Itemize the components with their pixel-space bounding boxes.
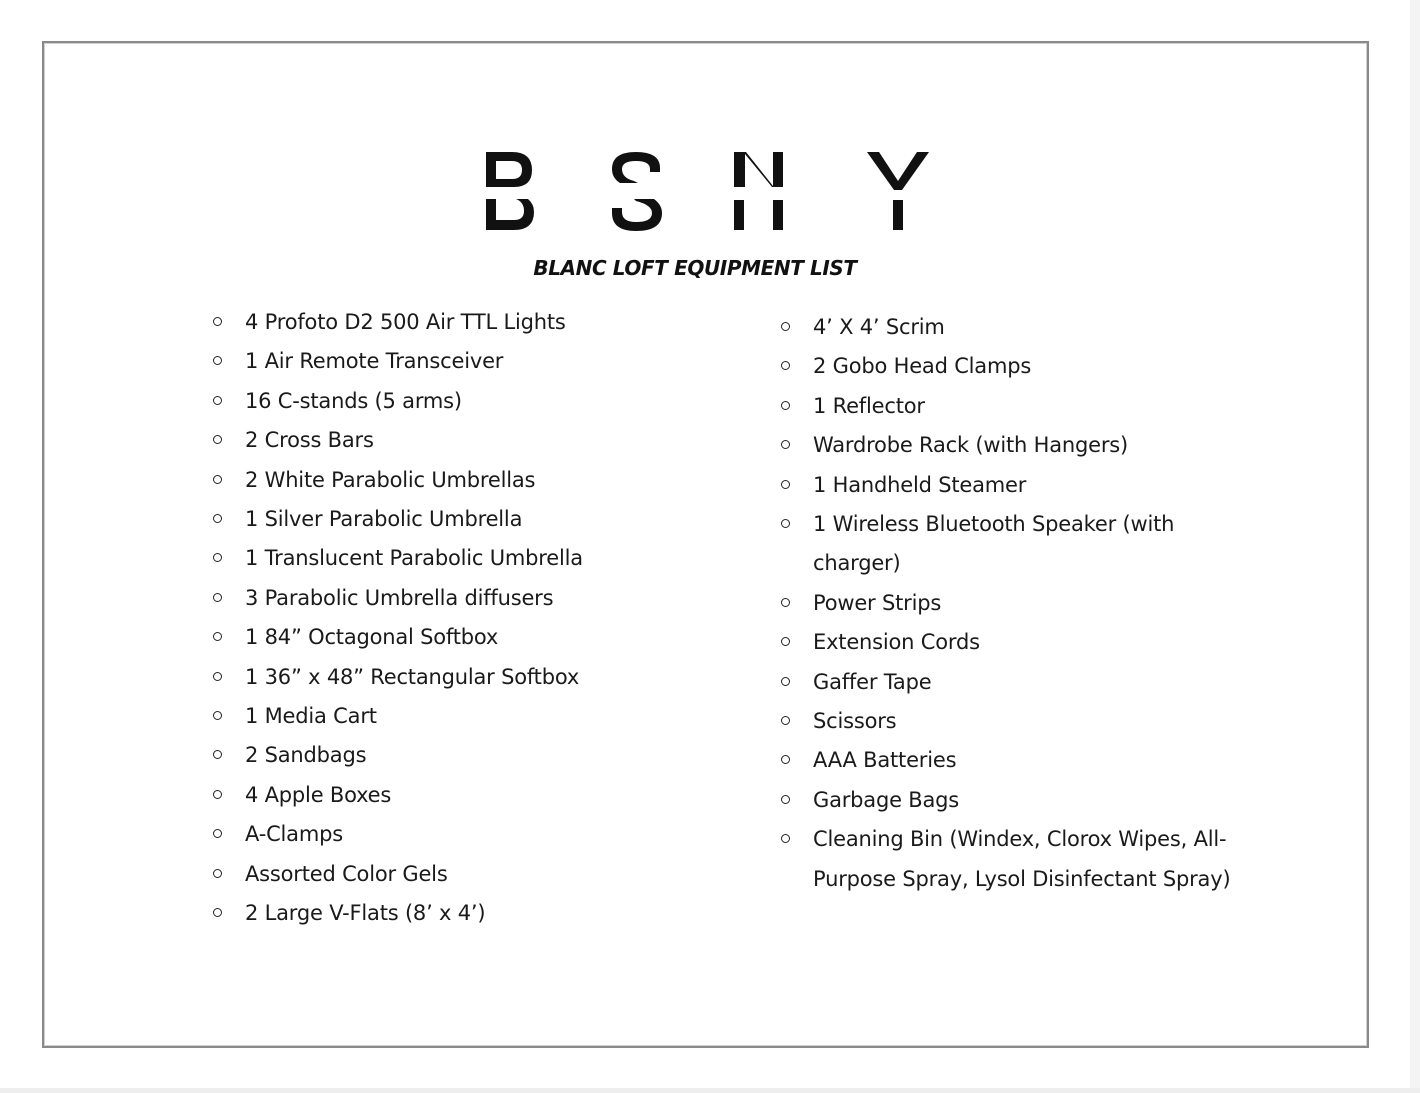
list-item	[781, 663, 1241, 702]
list-item	[213, 776, 773, 815]
list-item-label: Assorted Color Gels	[245, 861, 448, 886]
list-item	[213, 815, 773, 854]
list-item-label: Extension Cords	[813, 630, 980, 655]
hollow-bullet-icon	[213, 317, 222, 326]
list-item	[213, 855, 773, 894]
hollow-bullet-icon	[213, 396, 222, 405]
hollow-bullet-icon	[213, 829, 222, 838]
list-item-label: AAA Batteries	[813, 748, 957, 773]
list-item-label: Cleaning Bin (Windex, Clorox Wipes, All-Purpose Spray, Lysol Disinfectant Spray)	[813, 827, 1231, 891]
list-item-label: A-Clamps	[245, 822, 343, 847]
hollow-bullet-icon	[781, 440, 790, 449]
hollow-bullet-icon	[781, 795, 790, 804]
list-item	[213, 736, 773, 775]
list-item	[781, 781, 1241, 820]
window-edge	[1410, 0, 1420, 1093]
hollow-bullet-icon	[781, 637, 790, 646]
hollow-bullet-icon	[213, 908, 222, 917]
list-item	[781, 347, 1241, 386]
list-item-label: 1 Translucent Parabolic Umbrella	[245, 546, 583, 571]
hollow-bullet-icon	[781, 480, 790, 489]
list-item-label: 4 Apple Boxes	[245, 782, 392, 807]
list-item-label: 2 White Parabolic Umbrellas	[245, 467, 536, 492]
list-item	[781, 702, 1241, 741]
hollow-bullet-icon	[781, 834, 790, 843]
list-item	[213, 303, 773, 342]
list-item	[213, 618, 773, 657]
list-item-label: 1 Media Cart	[245, 704, 377, 729]
list-item	[213, 658, 773, 697]
list-item-label: Garbage Bags	[813, 787, 960, 812]
list-item-label: 1 36” x 48” Rectangular Softbox	[245, 664, 580, 689]
list-item	[781, 466, 1241, 505]
list-item	[781, 308, 1241, 347]
document-title: BLANC LOFT EQUIPMENT LIST	[533, 256, 857, 280]
hollow-bullet-icon	[213, 356, 222, 365]
hollow-bullet-icon	[781, 401, 790, 410]
hollow-bullet-icon	[213, 435, 222, 444]
list-item	[213, 894, 773, 933]
bsny-logo	[484, 150, 934, 232]
list-item	[213, 579, 773, 618]
list-item	[781, 505, 1241, 584]
hollow-bullet-icon	[213, 790, 222, 799]
list-item-label: 3 Parabolic Umbrella diffusers	[245, 585, 554, 610]
list-item	[213, 697, 773, 736]
hollow-bullet-icon	[781, 519, 790, 528]
hollow-bullet-icon	[781, 361, 790, 370]
list-item	[213, 539, 773, 578]
list-item	[781, 820, 1241, 899]
hollow-bullet-icon	[213, 632, 222, 641]
list-item-label: 1 Wireless Bluetooth Speaker (with charger)	[813, 512, 1175, 576]
list-item-label: 1 Reflector	[813, 393, 925, 418]
list-item-label: Scissors	[813, 709, 897, 734]
equipment-list-left	[213, 303, 773, 934]
list-item	[781, 426, 1241, 465]
list-item	[213, 342, 773, 381]
list-item	[781, 623, 1241, 662]
hollow-bullet-icon	[781, 716, 790, 725]
hollow-bullet-icon	[213, 711, 222, 720]
hollow-bullet-icon	[213, 475, 222, 484]
hollow-bullet-icon	[213, 750, 222, 759]
list-item-label: Wardrobe Rack (with Hangers)	[813, 433, 1129, 458]
list-item-label: Power Strips	[813, 590, 942, 615]
hollow-bullet-icon	[781, 322, 790, 331]
list-item-label: 2 Gobo Head Clamps	[813, 354, 1032, 379]
hollow-bullet-icon	[213, 553, 222, 562]
list-item	[213, 421, 773, 460]
hollow-bullet-icon	[213, 672, 222, 681]
list-item-label: 4 Profoto D2 500 Air TTL Lights	[245, 310, 566, 334]
list-item-label: 1 Air Remote Transceiver	[245, 349, 504, 374]
list-item	[213, 382, 773, 421]
list-item	[781, 584, 1241, 623]
page-gap	[0, 1088, 1420, 1093]
list-item-label: 2 Cross Bars	[245, 428, 374, 453]
list-item-label: 1 84” Octagonal Softbox	[245, 625, 499, 650]
hollow-bullet-icon	[781, 598, 790, 607]
list-item	[781, 387, 1241, 426]
list-item	[213, 500, 773, 539]
list-item-label: Gaffer Tape	[813, 669, 932, 694]
list-item-label: 1 Silver Parabolic Umbrella	[245, 507, 523, 532]
list-item-label: 4’ X 4’ Scrim	[813, 315, 945, 339]
list-item-label: 2 Large V-Flats (8’ x 4’)	[245, 901, 486, 926]
hollow-bullet-icon	[781, 677, 790, 686]
hollow-bullet-icon	[213, 514, 222, 523]
hollow-bullet-icon	[781, 755, 790, 764]
hollow-bullet-icon	[213, 869, 222, 878]
list-item	[781, 741, 1241, 780]
list-item	[213, 461, 773, 500]
equipment-list-right	[781, 308, 1241, 899]
list-item-label: 1 Handheld Steamer	[813, 472, 1027, 497]
list-item-label: 16 C-stands (5 arms)	[245, 388, 462, 413]
hollow-bullet-icon	[213, 593, 222, 602]
list-item-label: 2 Sandbags	[245, 743, 367, 768]
